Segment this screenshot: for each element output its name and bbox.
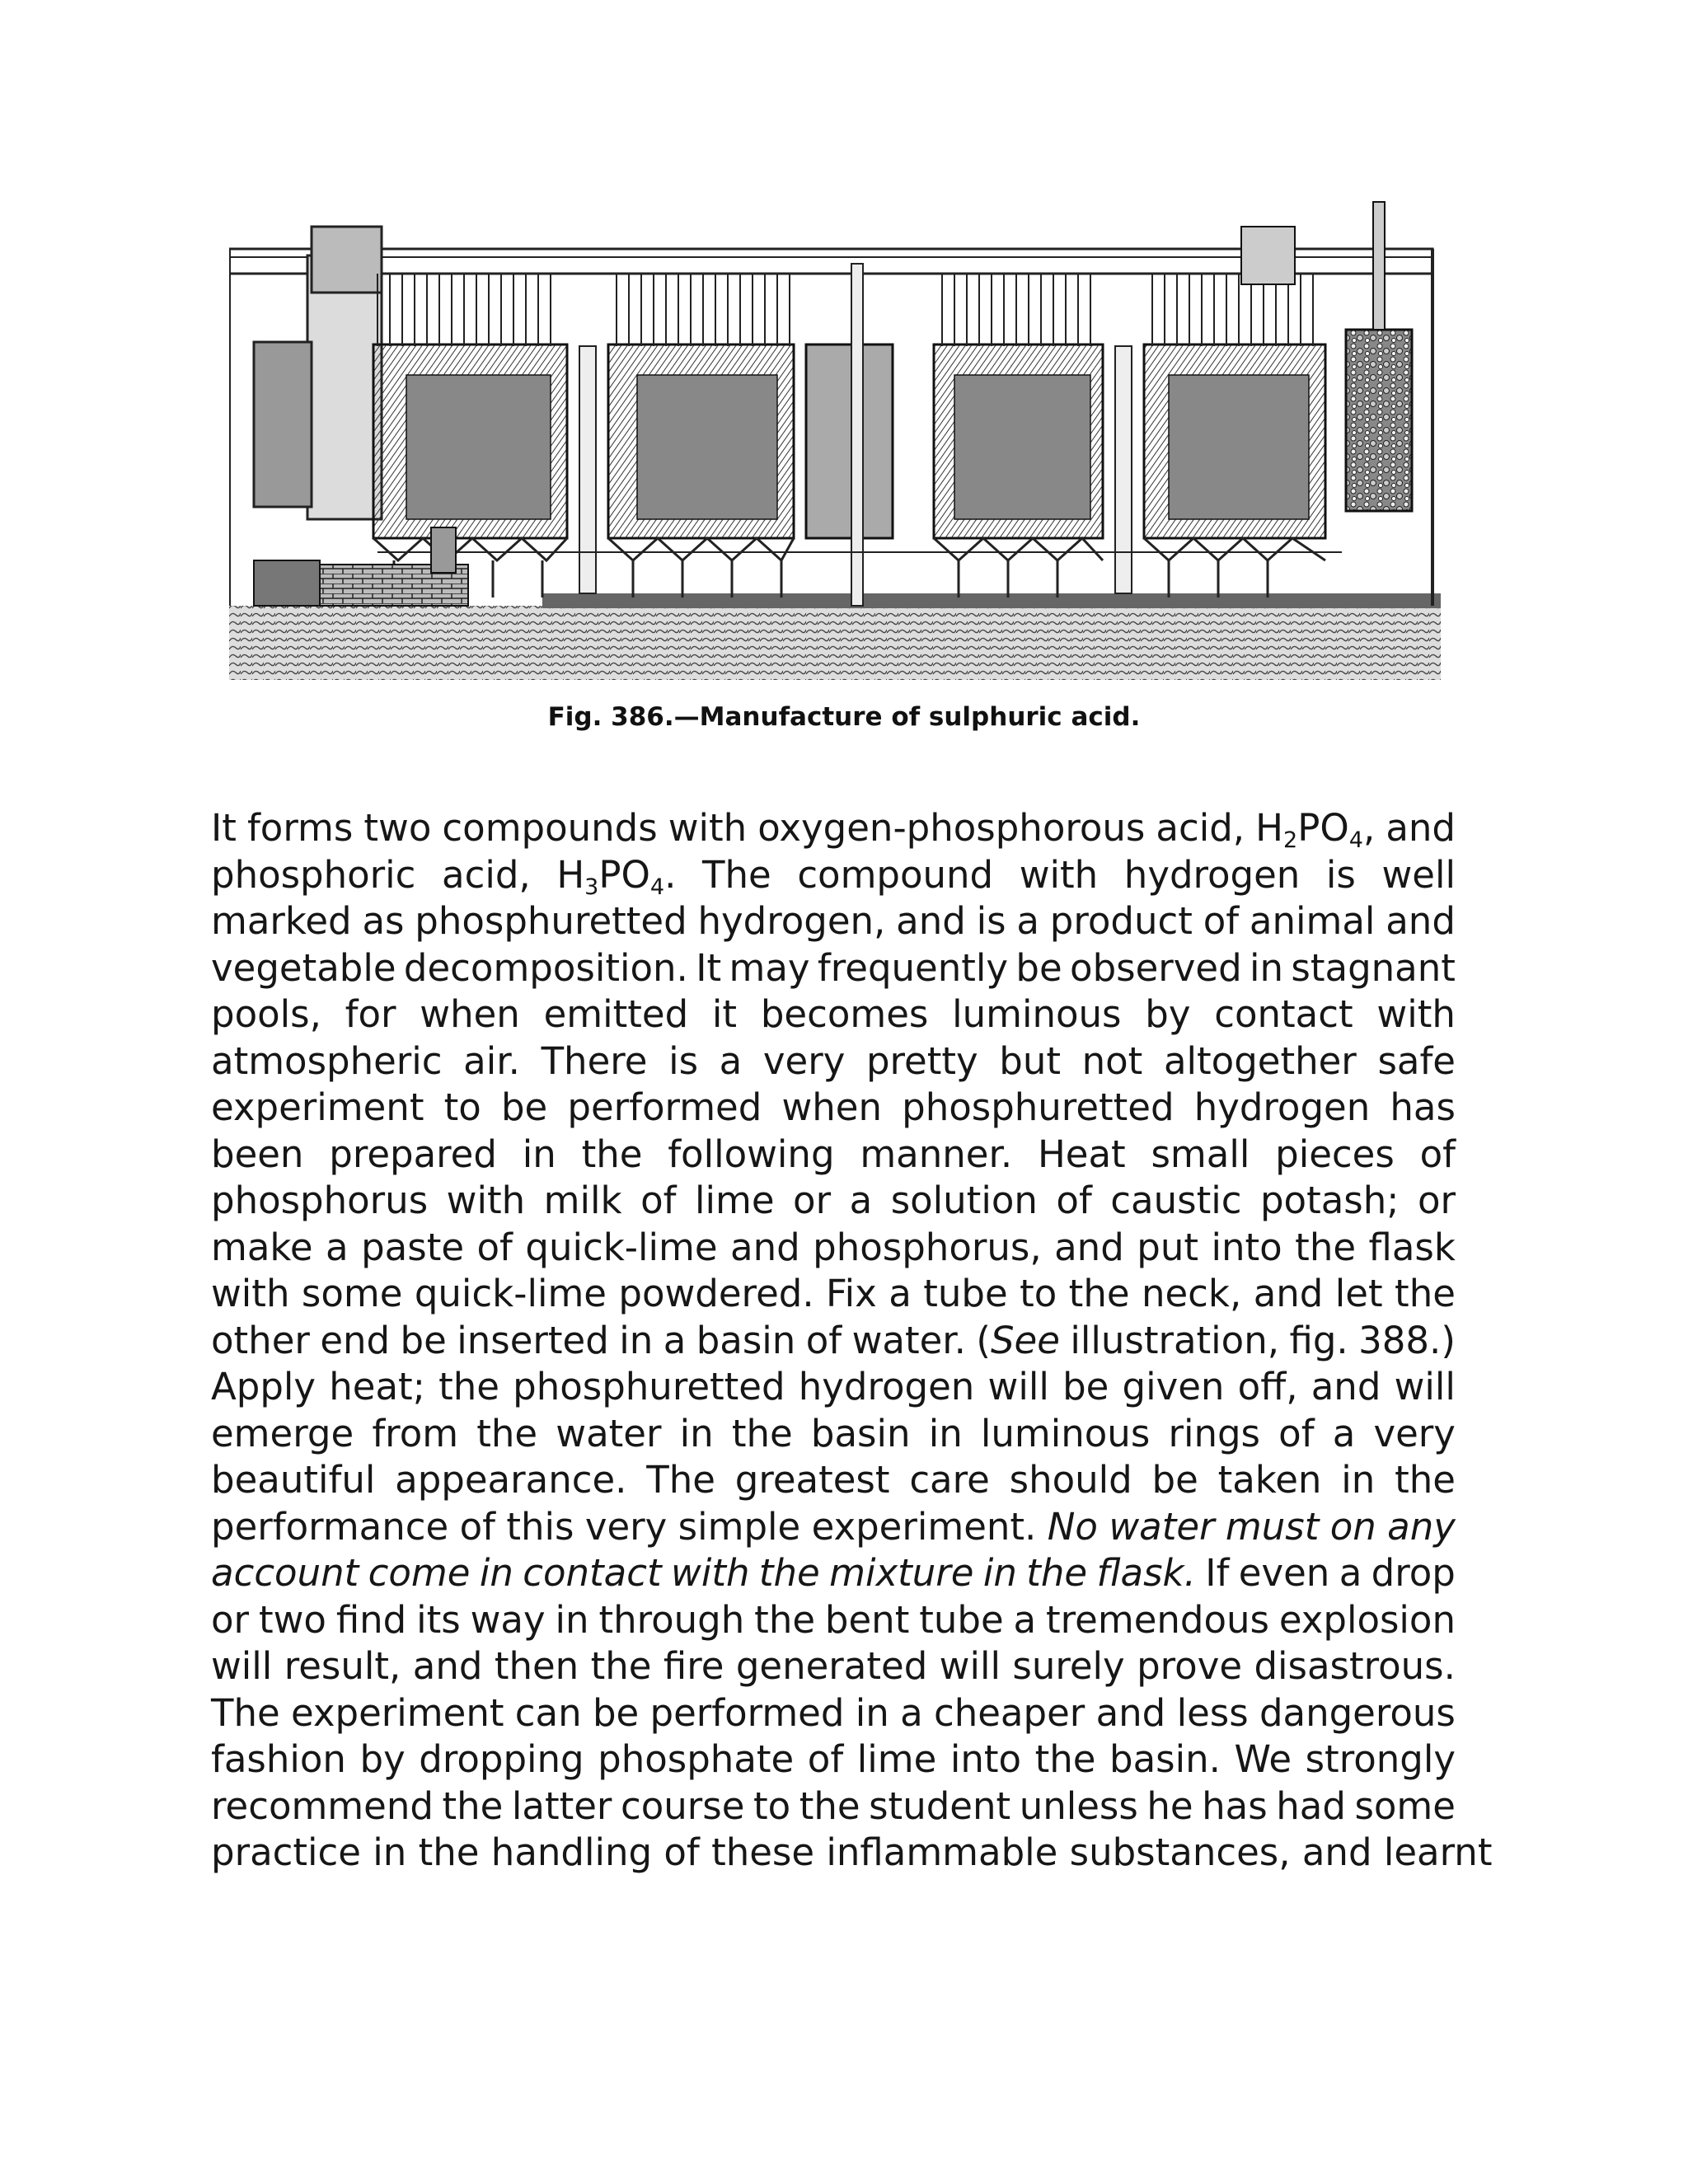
- word: safe: [1377, 1038, 1456, 1083]
- word: latter: [511, 1783, 612, 1828]
- word: can: [514, 1690, 582, 1735]
- word: the: [1034, 1737, 1096, 1781]
- word: this: [506, 1504, 574, 1549]
- word: quick-lime: [525, 1225, 718, 1269]
- word: pools,: [211, 992, 321, 1036]
- word: becomes: [760, 992, 929, 1036]
- word: inserted: [457, 1318, 609, 1362]
- text-line: [211, 1691, 1456, 1738]
- word: drop: [1371, 1551, 1456, 1595]
- word: We: [1234, 1737, 1292, 1781]
- word: is: [1325, 852, 1356, 897]
- word: vegetable: [211, 945, 396, 990]
- word: manner.: [860, 1132, 1013, 1176]
- word: rings: [1168, 1411, 1260, 1455]
- word: simple: [678, 1504, 801, 1549]
- word: in: [679, 1411, 714, 1455]
- word: compound: [797, 852, 994, 897]
- word: flask.: [1096, 1551, 1196, 1595]
- word: performance: [211, 1504, 449, 1549]
- word: neck,: [1141, 1272, 1242, 1315]
- word: If: [1205, 1551, 1230, 1595]
- word: flask: [1368, 1225, 1456, 1269]
- word: lime: [856, 1737, 937, 1781]
- word: put: [1137, 1225, 1198, 1269]
- word: decomposition.: [403, 945, 688, 990]
- word: by: [1145, 992, 1191, 1036]
- word: a: [889, 1272, 912, 1315]
- word: 388.): [1358, 1318, 1456, 1362]
- word: hydrogen: [798, 1365, 975, 1408]
- word: a: [900, 1690, 923, 1735]
- word: with: [211, 1272, 290, 1315]
- word: basin.: [1109, 1737, 1221, 1781]
- word: acid,: [442, 852, 531, 897]
- word: tremendous: [1046, 1597, 1269, 1642]
- word: water: [556, 1411, 662, 1455]
- word: of: [805, 1318, 842, 1362]
- word: may: [729, 945, 810, 990]
- word: potash;: [1259, 1179, 1400, 1222]
- word: practice: [211, 1830, 361, 1874]
- word: very: [1373, 1411, 1456, 1455]
- word: two: [258, 1597, 326, 1642]
- word: in: [619, 1318, 654, 1362]
- word: must: [1225, 1504, 1320, 1549]
- word: be: [592, 1690, 640, 1735]
- word: experiment.: [811, 1504, 1037, 1549]
- word: frequently: [817, 945, 1009, 990]
- word: small: [1151, 1132, 1250, 1176]
- word: be: [1062, 1365, 1109, 1408]
- word: of: [459, 1504, 495, 1549]
- word: performed: [649, 1690, 845, 1735]
- word: acid,: [1156, 806, 1245, 850]
- word: learnt: [1383, 1830, 1493, 1874]
- word: prove: [1137, 1644, 1243, 1688]
- word: very: [584, 1504, 668, 1549]
- word: be: [1151, 1458, 1198, 1502]
- figure-illustration: [229, 198, 1441, 680]
- word: $H_3PO_4$.: [556, 852, 677, 900]
- word: or: [211, 1597, 250, 1642]
- word: surely: [1012, 1644, 1125, 1688]
- word: stagnant: [1291, 945, 1456, 990]
- word: marked: [211, 899, 352, 943]
- word: with: [1376, 992, 1456, 1036]
- word: is: [668, 1038, 699, 1083]
- word: be: [1015, 945, 1062, 990]
- word: phosphuretted: [513, 1365, 785, 1408]
- word: hydrogen: [1123, 852, 1301, 897]
- word: of: [807, 1737, 844, 1781]
- word: The: [211, 1690, 280, 1735]
- word: a: [849, 1179, 873, 1222]
- text-line: [211, 899, 1456, 946]
- word: let: [1334, 1272, 1383, 1315]
- word: to: [1020, 1272, 1057, 1315]
- word: There: [541, 1038, 648, 1083]
- word: the: [1395, 1458, 1456, 1502]
- word: taken: [1217, 1458, 1322, 1502]
- word: a: [1013, 1597, 1037, 1642]
- word: of: [640, 1179, 677, 1222]
- word: the: [581, 1132, 643, 1176]
- word: product: [1049, 899, 1193, 943]
- word: he: [1146, 1783, 1193, 1828]
- text-line: [211, 806, 1456, 853]
- word: (See: [976, 1318, 1060, 1362]
- word: contact: [523, 1551, 662, 1595]
- word: as: [362, 899, 405, 943]
- word: off,: [1237, 1365, 1298, 1408]
- word: the: [590, 1644, 652, 1688]
- text-line: [211, 1085, 1456, 1132]
- word: quick-lime: [414, 1272, 607, 1315]
- word: with: [446, 1179, 526, 1222]
- word: forms: [246, 806, 354, 850]
- word: in: [1341, 1458, 1376, 1502]
- word: result,: [284, 1644, 401, 1688]
- word: of: [663, 1830, 700, 1874]
- word: phosphoric: [211, 852, 416, 897]
- word: air.: [463, 1038, 520, 1083]
- word: the: [799, 1783, 860, 1828]
- word: a: [326, 1225, 349, 1269]
- text-line: [211, 1784, 1456, 1831]
- word: the: [754, 1597, 816, 1642]
- word: well: [1381, 852, 1456, 897]
- word: hydrogen: [1193, 1085, 1371, 1129]
- word: altogether: [1163, 1038, 1357, 1083]
- word: some: [1354, 1783, 1456, 1828]
- word: and: [896, 899, 966, 943]
- word: the: [1295, 1225, 1357, 1269]
- word: tube: [923, 1272, 1008, 1315]
- word: very: [762, 1038, 846, 1083]
- word: be: [500, 1085, 548, 1129]
- word: in: [479, 1551, 513, 1595]
- text-line: [211, 992, 1456, 1039]
- word: illustration,: [1070, 1318, 1280, 1362]
- word: any: [1387, 1504, 1456, 1549]
- word: and: [1095, 1690, 1166, 1735]
- word: powdered.: [618, 1272, 814, 1315]
- word: not: [1081, 1038, 1143, 1083]
- word: strongly: [1305, 1737, 1456, 1781]
- word: two: [363, 806, 432, 850]
- word: its: [416, 1597, 461, 1642]
- text-line: [211, 1179, 1456, 1226]
- text-line: [211, 1226, 1456, 1272]
- word: a: [1332, 1411, 1356, 1455]
- word: course: [620, 1783, 745, 1828]
- word: hydrogen,: [697, 899, 886, 943]
- word: tube: [919, 1597, 1004, 1642]
- word: contact: [1214, 992, 1353, 1036]
- word: to: [753, 1783, 791, 1828]
- word: in: [555, 1597, 589, 1642]
- word: and: [1253, 1272, 1324, 1315]
- text-line: [211, 1365, 1456, 1412]
- word: basin: [696, 1318, 796, 1362]
- word: through: [598, 1597, 745, 1642]
- word: No: [1047, 1504, 1098, 1549]
- word: with: [671, 1551, 750, 1595]
- word: the: [418, 1830, 480, 1874]
- word: with: [1019, 852, 1099, 897]
- word: some: [301, 1272, 403, 1315]
- word: in: [982, 1551, 1017, 1595]
- word: luminous: [952, 992, 1122, 1036]
- text-line: [211, 1132, 1456, 1179]
- word: with: [668, 806, 748, 850]
- word: even: [1238, 1551, 1330, 1595]
- word: and: [730, 1225, 800, 1269]
- word: water: [1109, 1504, 1215, 1549]
- word: caustic: [1110, 1179, 1242, 1222]
- word: make: [211, 1225, 313, 1269]
- word: animal: [1249, 899, 1376, 943]
- word: account: [211, 1551, 359, 1595]
- word: end: [320, 1318, 391, 1362]
- word: and: [1301, 1830, 1372, 1874]
- word: atmospheric: [211, 1038, 443, 1083]
- word: substances,: [1069, 1830, 1291, 1874]
- word: when: [420, 992, 520, 1036]
- word: and: [412, 1644, 483, 1688]
- word: dropping: [419, 1737, 584, 1781]
- word: dangerous: [1259, 1690, 1456, 1735]
- word: compounds: [442, 806, 658, 850]
- word: generated: [735, 1644, 928, 1688]
- word: the: [1068, 1272, 1130, 1315]
- word: in: [522, 1132, 556, 1176]
- word: for: [345, 992, 396, 1036]
- word: to: [443, 1085, 481, 1129]
- word: of: [476, 1225, 513, 1269]
- word: beautiful: [211, 1458, 376, 1502]
- text-line: [211, 1644, 1456, 1691]
- word: in: [855, 1690, 889, 1735]
- word: will: [211, 1644, 273, 1688]
- word: but: [999, 1038, 1061, 1083]
- word: following: [668, 1132, 835, 1176]
- word: experiment: [211, 1085, 424, 1129]
- word: phosphorus: [211, 1179, 429, 1222]
- word: will: [987, 1365, 1049, 1408]
- word: of: [1278, 1411, 1315, 1455]
- word: on: [1329, 1504, 1376, 1549]
- word: from: [372, 1411, 459, 1455]
- word: these: [711, 1830, 815, 1874]
- word: bent: [824, 1597, 910, 1642]
- word: experiment: [291, 1690, 504, 1735]
- word: a: [1016, 899, 1039, 943]
- word: is: [976, 899, 1006, 943]
- word: Apply: [211, 1365, 316, 1408]
- text-line: [211, 1319, 1456, 1366]
- word: observed: [1070, 945, 1242, 990]
- text-line: [211, 1272, 1456, 1319]
- word: greatest: [734, 1458, 890, 1502]
- word: the: [438, 1365, 499, 1408]
- word: The: [702, 852, 771, 897]
- word: explosion: [1278, 1597, 1456, 1642]
- word: pretty: [865, 1038, 978, 1083]
- word: the: [476, 1411, 538, 1455]
- word: fire: [663, 1644, 724, 1688]
- word: pieces: [1275, 1132, 1395, 1176]
- word: paste: [361, 1225, 465, 1269]
- word: or: [1417, 1179, 1456, 1222]
- word: the: [442, 1783, 504, 1828]
- word: other: [211, 1318, 310, 1362]
- word: when: [781, 1085, 882, 1129]
- word: had: [1276, 1783, 1346, 1828]
- word: student: [869, 1783, 1011, 1828]
- word: into: [950, 1737, 1022, 1781]
- word: a: [719, 1038, 743, 1083]
- word: and: [1386, 806, 1456, 850]
- word: the: [1395, 1272, 1456, 1315]
- word: and: [1311, 1365, 1381, 1408]
- text-line: [211, 1039, 1456, 1086]
- word: by: [359, 1737, 406, 1781]
- word: water.: [851, 1318, 966, 1362]
- word: It: [211, 806, 237, 850]
- word: lime: [694, 1179, 775, 1222]
- word: phosphorus,: [813, 1225, 1042, 1269]
- text-line: [211, 1737, 1456, 1784]
- text-line: [211, 1830, 1493, 1877]
- word: of: [1419, 1132, 1456, 1176]
- word: of: [1056, 1179, 1092, 1222]
- text-line: [211, 1505, 1456, 1552]
- text-line: [211, 853, 1456, 900]
- word: phosphuretted: [415, 899, 687, 943]
- word: the: [1026, 1551, 1088, 1595]
- word: has: [1390, 1085, 1456, 1129]
- word: luminous: [980, 1411, 1151, 1455]
- word: a: [1339, 1551, 1362, 1595]
- figure-caption: Fig. 386.—Manufacture of sulphuric acid.: [547, 702, 1141, 732]
- word: the: [731, 1411, 793, 1455]
- text-line: [211, 946, 1456, 993]
- word: fig.: [1289, 1318, 1348, 1362]
- word: heat;: [329, 1365, 425, 1408]
- word: it: [711, 992, 738, 1036]
- word: unless: [1019, 1783, 1138, 1828]
- word: care: [909, 1458, 990, 1502]
- text-line: [211, 1598, 1456, 1645]
- text-line: [211, 1412, 1456, 1459]
- word: emerge: [211, 1411, 354, 1455]
- word: The: [646, 1458, 715, 1502]
- body-paragraph: [211, 806, 1493, 1877]
- word: in: [1250, 945, 1284, 990]
- word: Fix: [826, 1272, 877, 1315]
- word: appearance.: [395, 1458, 627, 1502]
- word: milk: [543, 1179, 622, 1222]
- word: a: [663, 1318, 687, 1362]
- text-line: [211, 1458, 1456, 1505]
- word: then: [494, 1644, 579, 1688]
- word: come: [368, 1551, 471, 1595]
- word: fashion: [211, 1737, 346, 1781]
- word: be: [400, 1318, 447, 1362]
- word: inflammable: [826, 1830, 1058, 1874]
- word: should: [1009, 1458, 1132, 1502]
- word: given: [1122, 1365, 1225, 1408]
- word: prepared: [329, 1132, 497, 1176]
- word: and: [1054, 1225, 1124, 1269]
- word: phosphate: [598, 1737, 795, 1781]
- word: been: [211, 1132, 304, 1176]
- word: solution: [890, 1179, 1038, 1222]
- word: mixture: [829, 1551, 974, 1595]
- word: disastrous.: [1254, 1644, 1456, 1688]
- word: find: [335, 1597, 407, 1642]
- word: oxygen-phosphorous: [757, 806, 1146, 850]
- word: recommend: [211, 1783, 434, 1828]
- word: It: [696, 945, 722, 990]
- word: will: [1394, 1365, 1456, 1408]
- word: in: [373, 1830, 407, 1874]
- word: Heat: [1037, 1132, 1126, 1176]
- word: cheaper: [933, 1690, 1085, 1735]
- word: performed: [567, 1085, 762, 1129]
- word: and: [1386, 899, 1456, 943]
- word: way: [470, 1597, 546, 1642]
- word: less: [1176, 1690, 1249, 1735]
- text-line: [211, 1551, 1456, 1598]
- word: phosphuretted: [902, 1085, 1175, 1129]
- word: in: [928, 1411, 963, 1455]
- word: the: [758, 1551, 820, 1595]
- word: of: [1203, 899, 1240, 943]
- word: handling: [490, 1830, 653, 1874]
- word: $H_2PO_4$,: [1255, 806, 1376, 854]
- word: or: [793, 1179, 832, 1222]
- word: will: [939, 1644, 1001, 1688]
- word: basin: [810, 1411, 911, 1455]
- word: emitted: [543, 992, 689, 1036]
- word: into: [1211, 1225, 1282, 1269]
- word: has: [1202, 1783, 1268, 1828]
